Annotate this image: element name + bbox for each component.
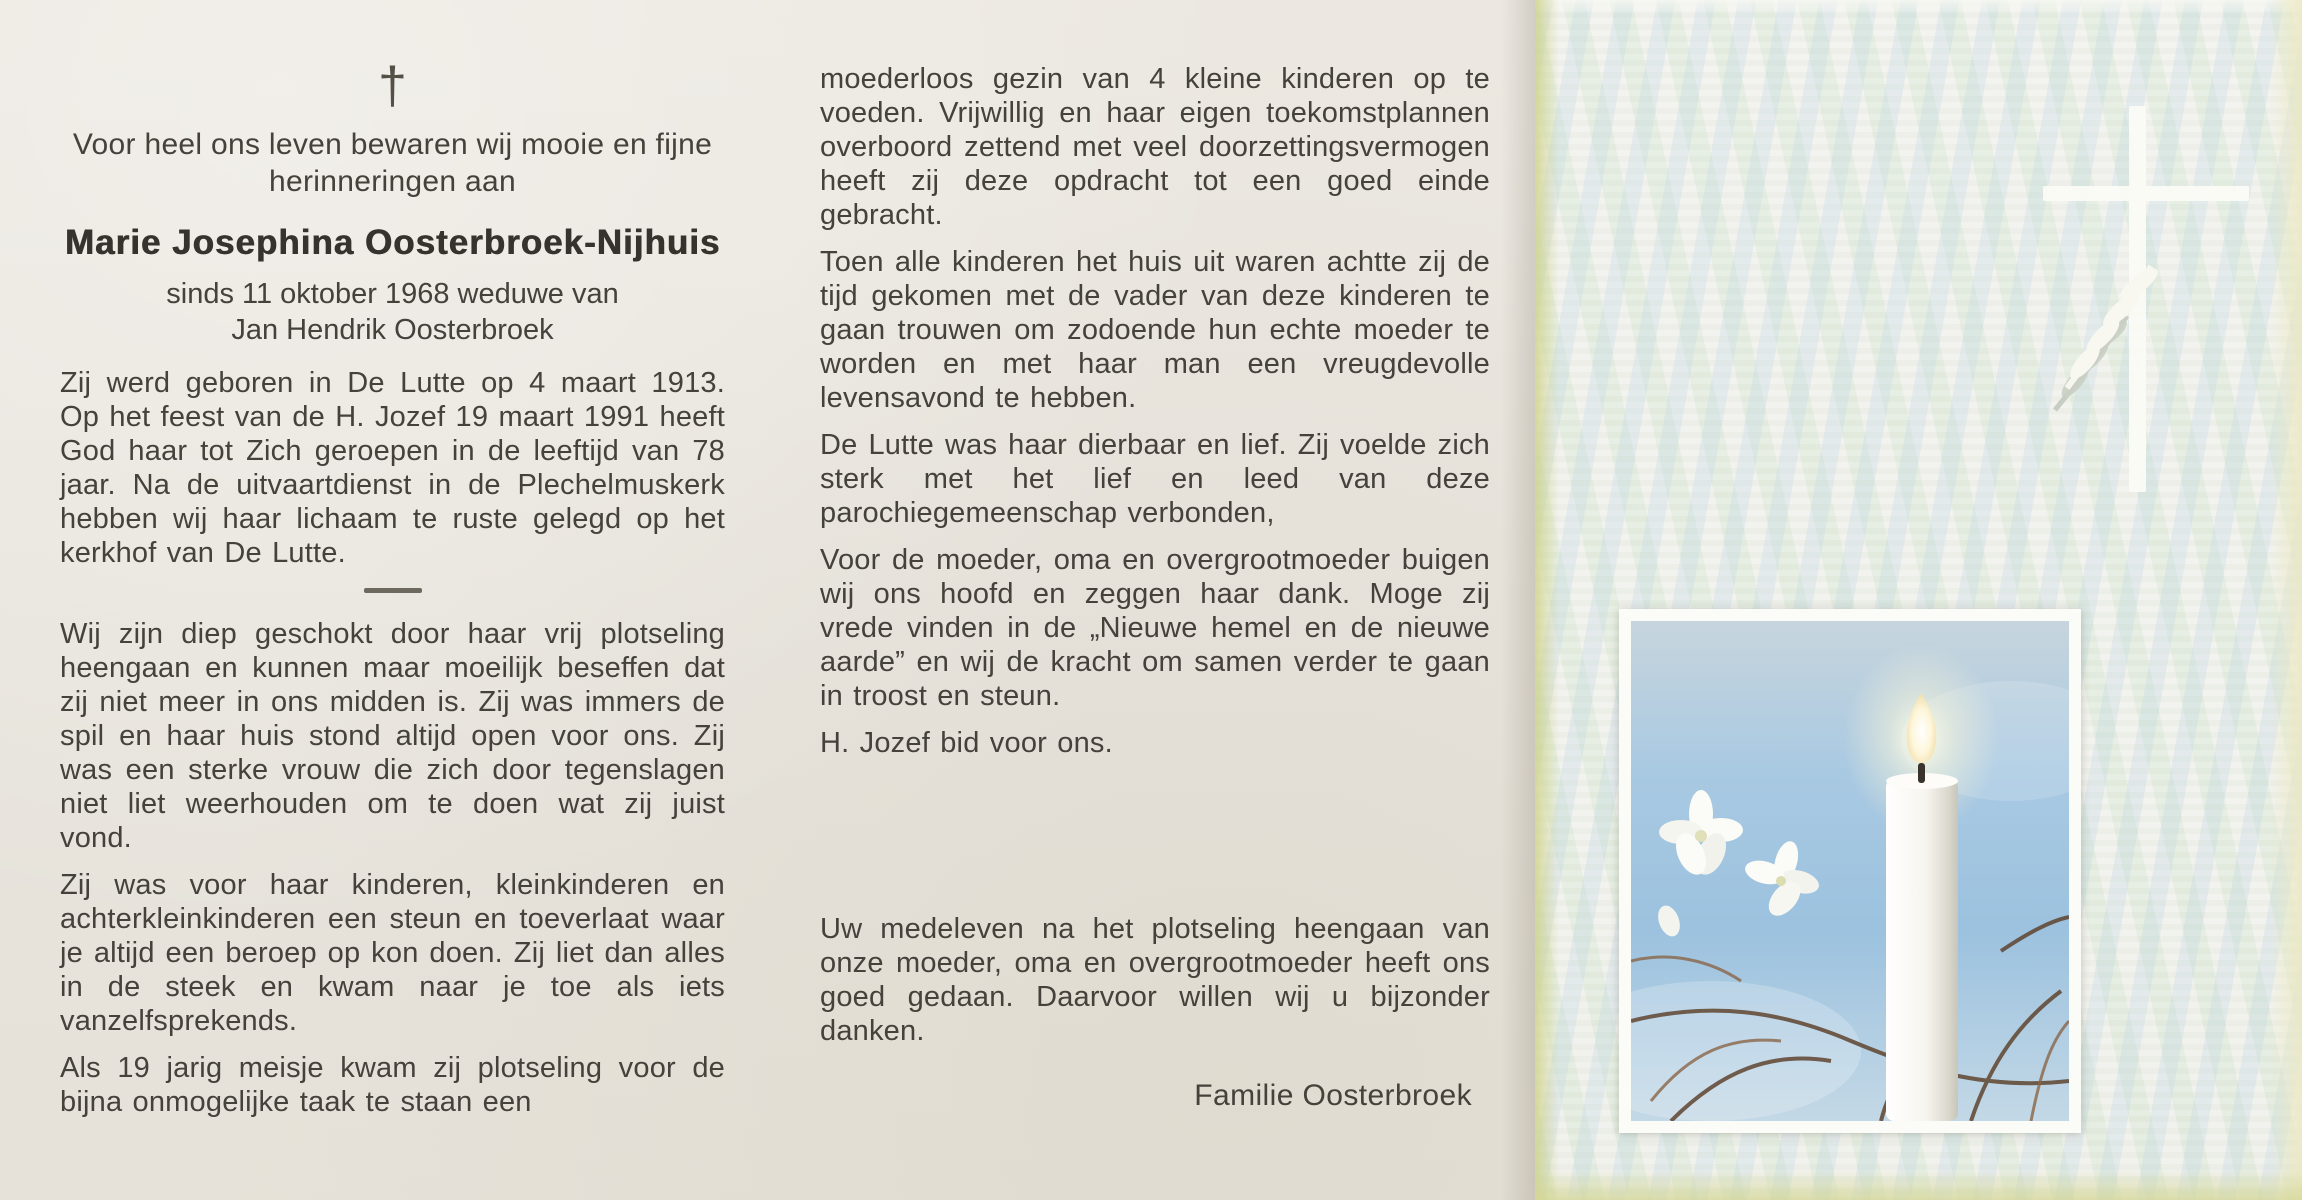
memorial-paragraph: Zij was voor haar kinderen, kleinkinderen en achterkleinkinderen een steun en toeverlaat waar je altijd een beroep op kon doen. Zij liet dan alles in de steek en kwam naar je toe als iets vanzelfsprekends. — [60, 869, 725, 1037]
memorial-cross-icon — [2015, 88, 2285, 518]
husband-name: Jan Hendrik Oosterbroek — [231, 314, 554, 346]
memorial-paragraph: Wij zijn diep geschokt door haar vrij plotseling heengaan en kunnen maar moeilijk beseffen dat zij niet meer in ons midden is. Zij was immers de spil en haar huis stond altijd open voor ons. Zij was een sterke vrouw die zich door tegenslagen niet liet weerhouden om te doen wat zij juist vond. — [60, 618, 725, 854]
deceased-name: Marie Josephina Oosterbroek-Nijhuis — [64, 223, 721, 262]
candle-photo-image — [1631, 621, 2069, 1121]
cross-glyph: † — [378, 57, 407, 115]
cross-horizontal-bar — [2043, 186, 2249, 201]
left-text-column — [60, 58, 725, 1132]
memorial-paragraph: Als 19 jarig meisje kwam zij plotseling voor de bijna onmogelijke taak te staan een — [60, 1052, 725, 1118]
wheat-sprig-icon — [2065, 264, 2162, 388]
memorial-paragraph: Voor de moeder, oma en overgrootmoeder buigen wij ons hoofd en zeggen haar dank. Moge zij vrede vinden in de „Nieuwe hemel en de nieuwe aarde” en wij de kracht om samen verder te gaan in troost en steun. — [820, 544, 1490, 712]
cover-edge-left — [1535, 0, 1559, 1200]
cover-edge-top — [1535, 0, 2302, 14]
family-signature: Familie Oosterbroek — [1194, 1079, 1472, 1112]
biography-paragraph: Zij werd geboren in De Lutte op 4 maart 1913. Op het feest van de H. Jozef 19 maart 1991 heeft God haar tot Zich geroepen in de leeftijd van 78 jaar. Na de uitvaartdienst in de Plechelmuskerk hebben wij haar lichaam te ruste gelegd op het kerkhof van De Lutte. — [60, 367, 725, 569]
prayer-line: H. Jozef bid voor ons. — [820, 727, 1113, 759]
intro-line: Voor heel ons leven bewaren wij mooie en fijne herinneringen aan — [72, 128, 713, 198]
candle-wick — [1918, 763, 1925, 783]
candle-photo — [1619, 609, 2081, 1133]
page-fold-shadow — [1501, 0, 1535, 1200]
cover-page — [1535, 0, 2302, 1200]
middle-text-column — [820, 62, 1490, 1144]
cover-edge-bottom — [1535, 1170, 2302, 1200]
memorial-paragraph: Toen alle kinderen het huis uit waren achtte zij de tijd gekomen met de vader van deze kinderen te gaan trouwen om zodoende hun echte moeder te worden en met haar man een vreugdevolle levensavond te hebben. — [820, 246, 1490, 414]
acknowledgement-paragraph: Uw medeleven na het plotseling heengaan van onze moeder, oma en overgrootmoeder heeft ons goed gedaan. Daarvoor willen wij u bijzonder danken. — [820, 913, 1490, 1047]
section-divider — [364, 588, 422, 593]
memorial-paragraph: moederloos gezin van 4 kleine kinderen op te voeden. Vrijwillig en haar eigen toekomstplannen overboord zettend met veel doorzettingsvermogen heeft zij deze opdracht tot een goed einde gebracht. — [820, 63, 1490, 231]
memorial-paragraph: De Lutte was haar dierbaar en lief. Zij voelde zich sterk met het lief en leed van deze parochiegemeenschap verbonden, — [820, 429, 1490, 529]
widow-line: sinds 11 oktober 1968 weduwe van — [166, 278, 619, 310]
